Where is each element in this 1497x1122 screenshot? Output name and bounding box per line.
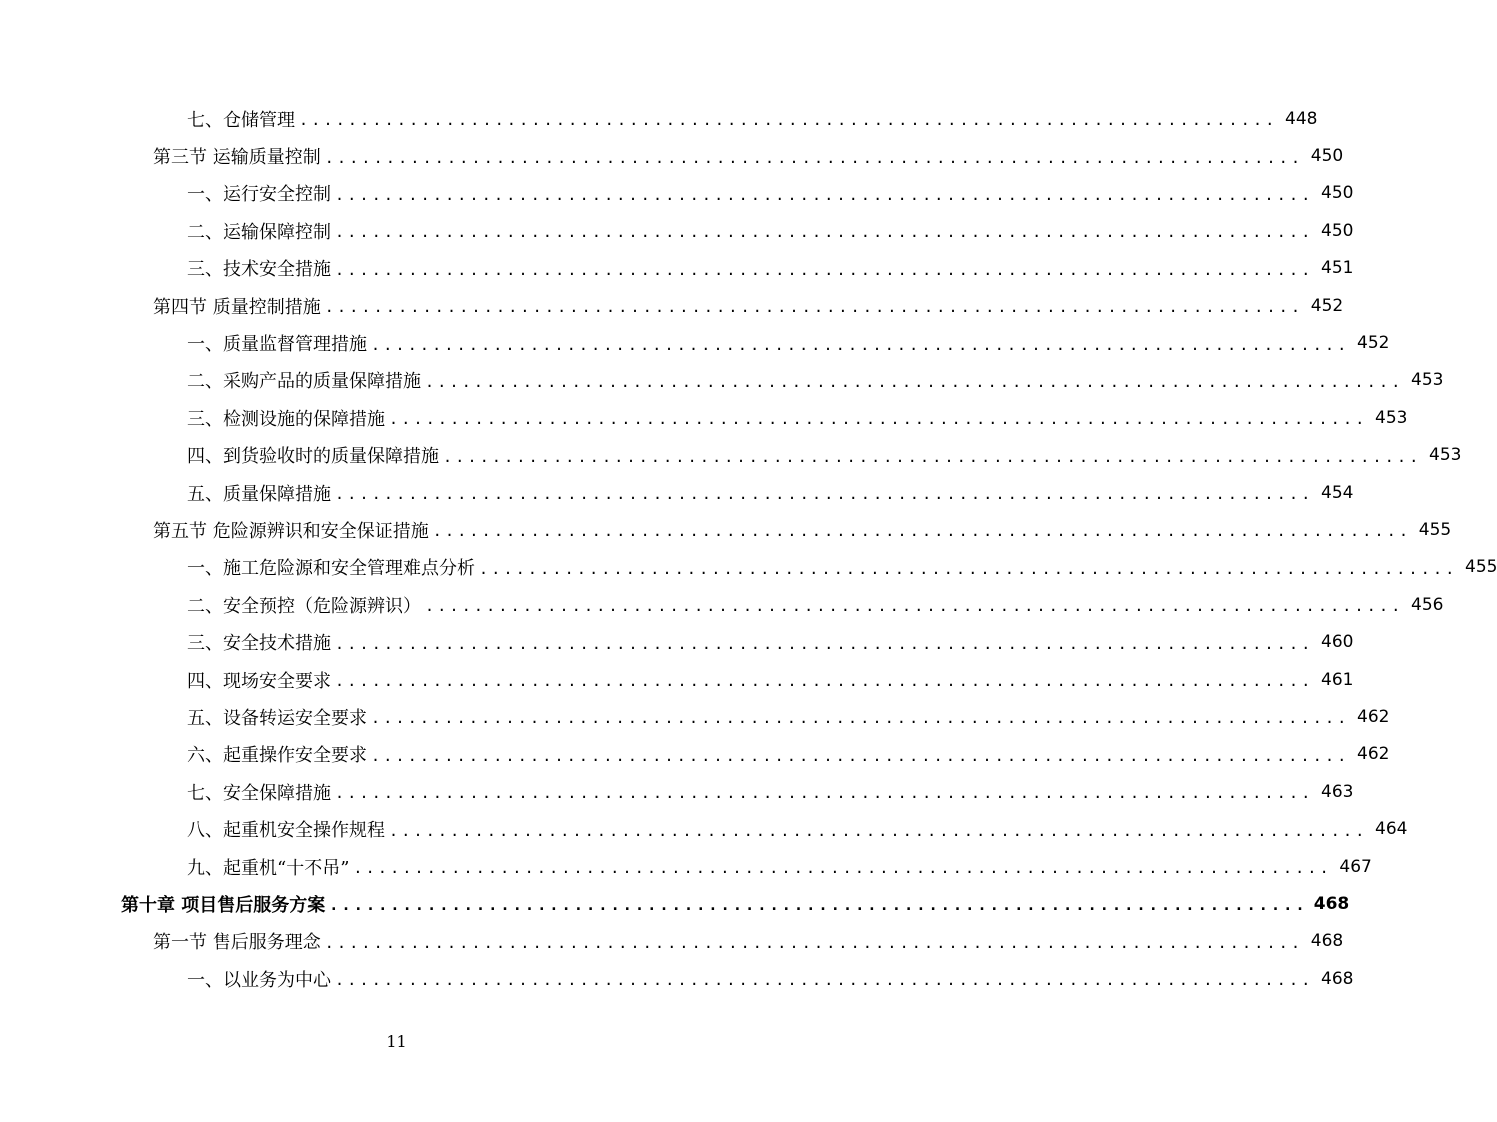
dot-leader: ................................................................................ — [335, 672, 1314, 691]
toc-entry-title: 二、安全预控（危险源辨识） — [187, 595, 421, 617]
toc-entry-title: 一、质量监督管理措施 — [187, 334, 367, 356]
toc-entry-page: 468 — [1321, 968, 1354, 989]
toc-entry-title: 一、施工危险源和安全管理难点分析 — [187, 558, 475, 580]
dot-leader: ................................................................................ — [443, 447, 1422, 466]
toc-entry-page: 455 — [1418, 519, 1452, 540]
toc-chapter-entry[interactable] — [0, 885, 1350, 922]
toc-entry-title: 九、起重机“十不吊” — [187, 857, 350, 879]
toc-entry-page: 462 — [1357, 706, 1390, 727]
toc-entry-page: 452 — [1357, 333, 1390, 354]
toc-item-entry[interactable] — [0, 212, 1354, 249]
toc-entry-page: 456 — [1411, 594, 1444, 615]
toc-entry-title: 三、检测设施的保障措施 — [187, 408, 385, 430]
dot-leader: ................................................................................ — [335, 223, 1314, 242]
toc-entry-title: 五、设备转运安全要求 — [187, 707, 367, 729]
toc-entry-title: 八、起重机安全操作规程 — [187, 820, 385, 842]
dot-leader: ................................................................................ — [389, 410, 1368, 429]
dot-leader: ................................................................................ — [324, 298, 1304, 317]
toc-entry-page: 450 — [1310, 146, 1344, 167]
dot-leader: ................................................................................ — [335, 634, 1314, 653]
toc-item-entry[interactable] — [0, 474, 1354, 511]
toc-entry-page: 454 — [1321, 482, 1354, 503]
toc-entry-title: 第四节 质量控制措施 — [153, 296, 321, 318]
toc-entry-page: 450 — [1321, 220, 1354, 241]
toc-item-entry[interactable] — [0, 324, 1390, 361]
toc-entry-page: 462 — [1357, 744, 1390, 765]
toc-item-entry[interactable] — [0, 100, 1318, 137]
dot-leader: ................................................................................ — [335, 971, 1314, 990]
toc-entry-title: 一、以业务为中心 — [187, 969, 331, 991]
dot-leader: ................................................................................ — [324, 148, 1304, 167]
dot-leader: ................................................................................ — [324, 933, 1304, 952]
toc-entry-title: 第三节 运输质量控制 — [153, 147, 321, 169]
toc-item-entry[interactable] — [0, 810, 1408, 847]
dot-leader: ................................................................................ — [389, 821, 1368, 840]
toc-entry-page: 453 — [1429, 445, 1462, 466]
toc-item-entry[interactable] — [0, 250, 1354, 287]
toc-section-entry[interactable] — [0, 511, 1452, 548]
toc-entry-title: 二、采购产品的质量保障措施 — [187, 371, 421, 393]
toc-entry-page: 463 — [1321, 781, 1354, 802]
toc-item-entry[interactable] — [0, 399, 1408, 436]
toc-entry-page: 461 — [1321, 669, 1354, 690]
toc-section-entry[interactable] — [0, 137, 1344, 174]
toc-entry-page: 460 — [1321, 632, 1354, 653]
toc-item-entry[interactable] — [0, 586, 1444, 623]
toc-item-entry[interactable] — [0, 175, 1354, 212]
toc-entry-page: 452 — [1310, 295, 1344, 316]
toc-item-entry[interactable] — [0, 362, 1444, 399]
dot-leader: ................................................................................ — [479, 559, 1458, 578]
toc-entry-title: 第一节 售后服务理念 — [153, 932, 321, 954]
dot-leader: ................................................................................ — [335, 485, 1314, 504]
toc-section-entry[interactable] — [0, 923, 1344, 960]
page-number: 11 — [386, 1032, 407, 1051]
toc-entry-title: 五、质量保障措施 — [187, 483, 331, 505]
toc-entry-title: 三、安全技术措施 — [187, 633, 331, 655]
toc-entry-page: 467 — [1339, 856, 1372, 877]
toc-entry-title: 七、仓储管理 — [187, 109, 295, 131]
toc-entry-title: 六、起重操作安全要求 — [187, 745, 367, 767]
dot-leader: ................................................................................ — [335, 260, 1314, 279]
toc-item-entry[interactable] — [0, 661, 1354, 698]
toc-item-entry[interactable] — [0, 773, 1354, 810]
toc-entry-page: 468 — [1313, 893, 1350, 914]
dot-leader: ................................................................................ — [425, 372, 1404, 391]
toc-section-entry[interactable] — [0, 287, 1344, 324]
toc-item-entry[interactable] — [0, 698, 1390, 735]
dot-leader: ................................................................................ — [335, 784, 1314, 803]
dot-leader: ................................................................................ — [329, 896, 1308, 915]
toc-entry-page: 450 — [1321, 183, 1354, 204]
toc-entry-page: 451 — [1321, 258, 1354, 279]
toc-item-entry[interactable] — [0, 549, 1497, 586]
dot-leader: ................................................................................ — [371, 335, 1350, 354]
toc-entry-page: 455 — [1465, 557, 1497, 578]
toc-item-entry[interactable] — [0, 437, 1462, 474]
toc-entry-title: 七、安全保障措施 — [187, 782, 331, 804]
toc-entry-title: 第五节 危险源辨识和安全保证措施 — [153, 520, 429, 542]
toc-item-entry[interactable] — [0, 848, 1372, 885]
toc-entry-page: 453 — [1375, 407, 1408, 428]
dot-leader: ................................................................................ — [299, 111, 1278, 130]
toc-item-entry[interactable] — [0, 736, 1390, 773]
toc-entry-title: 二、运输保障控制 — [187, 221, 331, 243]
toc-entry-page: 468 — [1310, 931, 1344, 952]
toc-entry-title: 四、现场安全要求 — [187, 670, 331, 692]
toc-item-entry[interactable] — [0, 623, 1354, 660]
dot-leader: ................................................................................ — [432, 522, 1412, 541]
dot-leader: ................................................................................ — [425, 597, 1404, 616]
toc-entry-title: 三、技术安全措施 — [187, 259, 331, 281]
table-of-contents — [0, 100, 1497, 997]
dot-leader: ................................................................................ — [335, 185, 1314, 204]
toc-entry-page: 448 — [1285, 108, 1318, 129]
dot-leader: ................................................................................ — [353, 859, 1332, 877]
toc-entry-page: 453 — [1411, 370, 1444, 391]
dot-leader: ................................................................................ — [371, 746, 1350, 765]
toc-entry-title: 一、运行安全控制 — [187, 184, 331, 206]
toc-entry-page: 464 — [1375, 819, 1408, 840]
dot-leader: ................................................................................ — [371, 709, 1350, 728]
toc-entry-title: 四、到货验收时的质量保障措施 — [187, 446, 439, 468]
toc-entry-title: 第十章 项目售后服务方案 — [121, 894, 326, 916]
toc-item-entry[interactable] — [0, 960, 1354, 997]
